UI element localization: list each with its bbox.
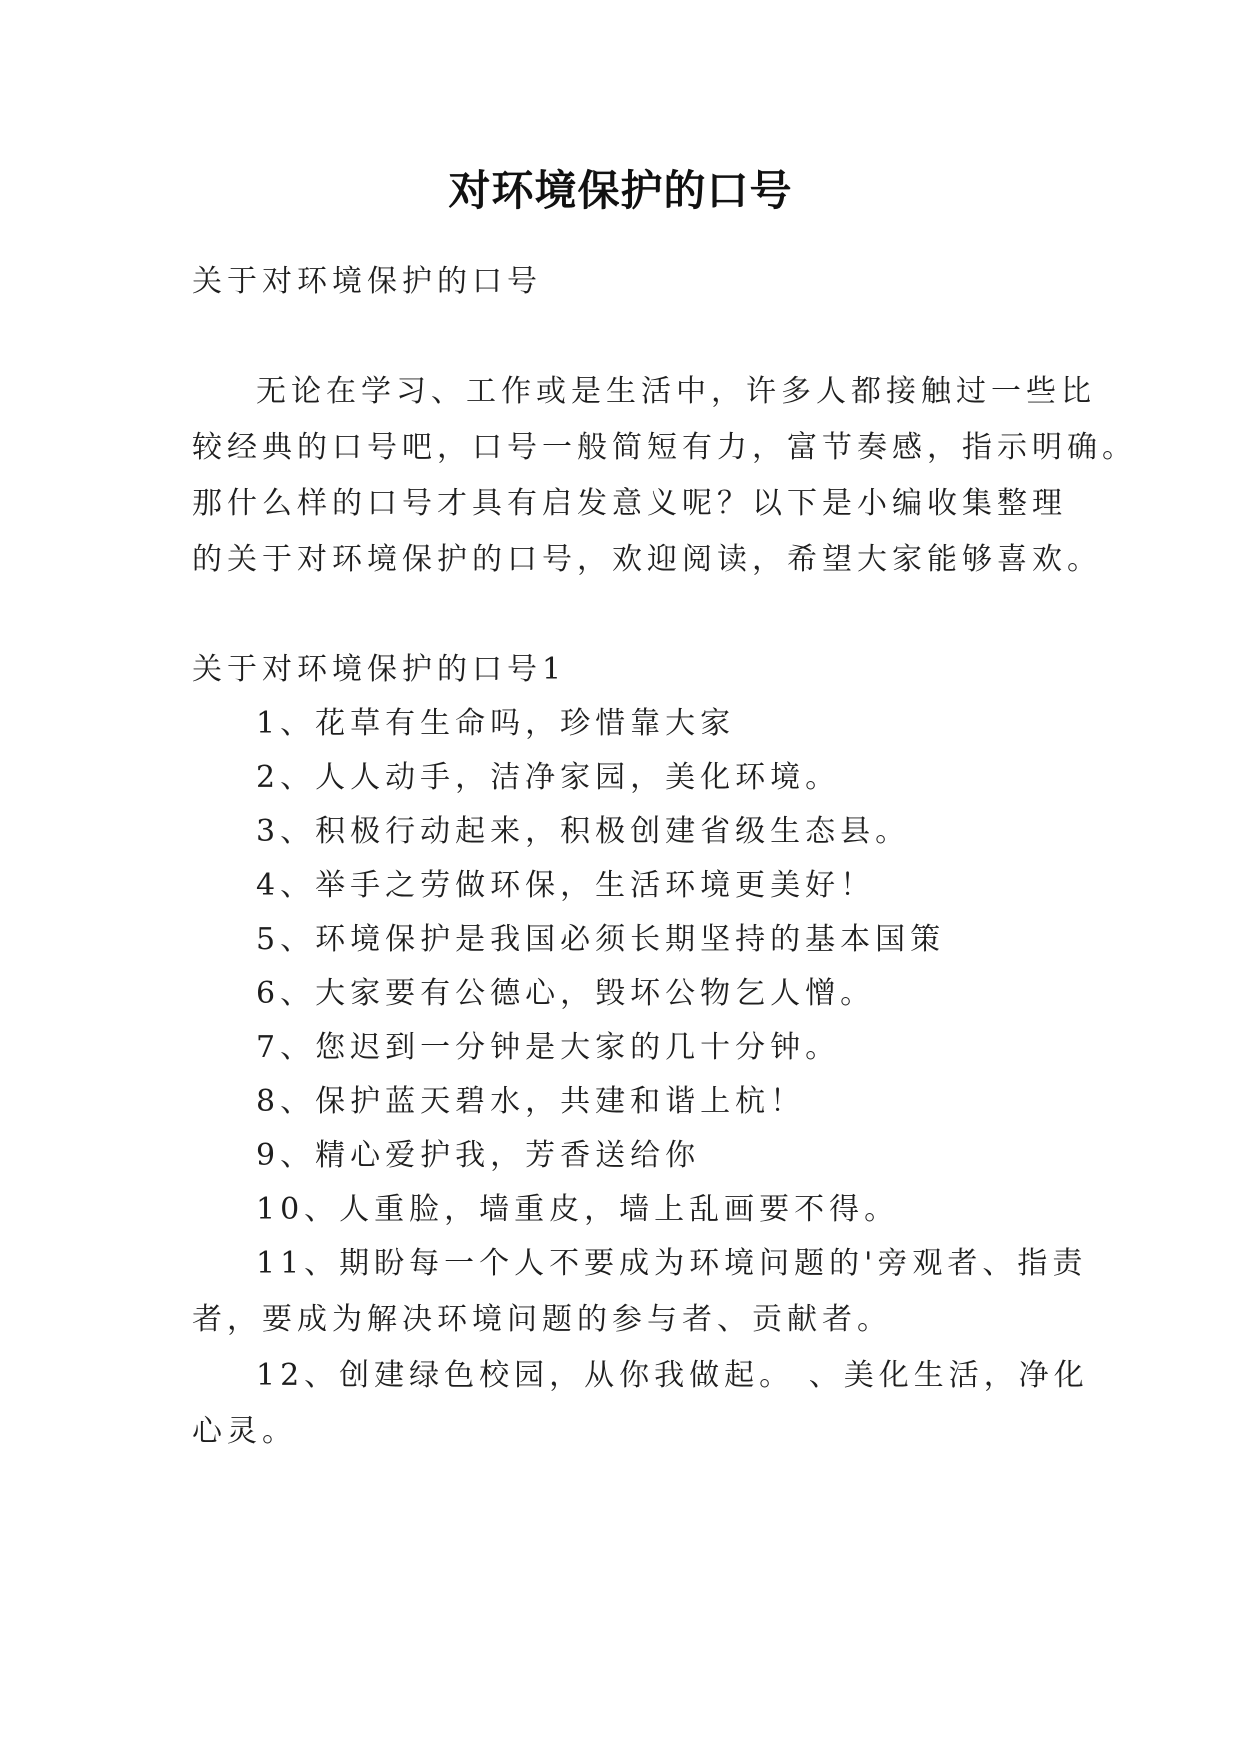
slogan-item-9: 9、精心爱护我，芳香送给你 xyxy=(256,1138,701,1173)
slogan-item-10: 10、人重脸，墙重皮，墙上乱画要不得。 xyxy=(256,1192,900,1227)
slogan-item-1: 1、花草有生命吗，珍惜靠大家 xyxy=(256,706,736,741)
slogan-item-8: 8、保护蓝天碧水，共建和谐上杭！ xyxy=(256,1084,806,1119)
slogan-item-3: 3、积极行动起来，积极创建省级生态县。 xyxy=(256,814,911,849)
intro-line-3: 那什么样的口号才具有启发意义呢？以下是小编收集整理 xyxy=(192,486,1067,521)
slogan-item-11-line-1: 11、期盼每一个人不要成为环境问题的'旁观者、指责 xyxy=(256,1246,1088,1281)
intro-line-4: 的关于对环境保护的口号，欢迎阅读，希望大家能够喜欢。 xyxy=(192,542,1102,577)
intro-line-1: 无论在学习、工作或是生活中，许多人都接触过一些比 xyxy=(256,374,1096,409)
slogan-item-5: 5、环境保护是我国必须长期坚持的基本国策 xyxy=(256,922,946,957)
slogan-item-12-line-2: 心灵。 xyxy=(192,1414,297,1449)
intro-line-2: 较经典的口号吧，口号一般简短有力，富节奏感，指示明确。 xyxy=(192,430,1137,465)
slogan-item-11-line-2: 者，要成为解决环境问题的参与者、贡献者。 xyxy=(192,1302,892,1337)
document-title: 对环境保护的口号 xyxy=(448,166,793,215)
slogan-item-4: 4、举手之劳做环保，生活环境更美好！ xyxy=(256,868,876,903)
section-heading: 关于对环境保护的口号1 xyxy=(192,652,567,687)
slogan-item-7: 7、您迟到一分钟是大家的几十分钟。 xyxy=(256,1030,841,1065)
document-subtitle: 关于对环境保护的口号 xyxy=(192,264,542,299)
slogan-item-6: 6、大家要有公德心，毁坏公物乞人憎。 xyxy=(256,976,876,1011)
slogan-item-12-line-1: 12、创建绿色校园，从你我做起。 、美化生活，净化 xyxy=(256,1358,1089,1393)
slogan-item-2: 2、人人动手，洁净家园，美化环境。 xyxy=(256,760,841,795)
